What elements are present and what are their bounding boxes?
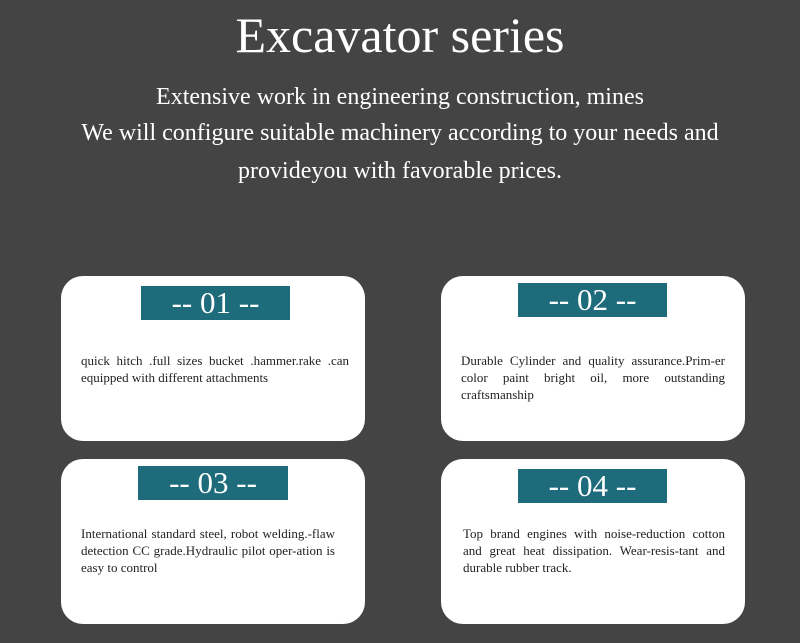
subtitle-line-1: Extensive work in engineering construction, mines: [156, 84, 644, 110]
card-number-badge: -- 04 --: [518, 469, 667, 503]
feature-card-02: [441, 276, 745, 441]
card-description: Top brand engines with noise-reduction cotton and great heat dissipation. Wear-resis-tant and durable rubber track.: [463, 526, 725, 575]
card-description: quick hitch .full sizes bucket .hammer.rake .can equipped with different attachments: [81, 353, 349, 385]
card-number-badge: -- 02 --: [518, 283, 667, 317]
feature-card-04: [441, 459, 745, 624]
feature-card-01: [61, 276, 365, 441]
card-description: International standard steel, robot welding.-flaw detection CC grade.Hydraulic pilot oper-ation is easy to control: [81, 526, 335, 575]
subtitle-line-3: provideyou with favorable prices.: [238, 158, 562, 184]
card-number-badge: -- 01 --: [141, 286, 290, 320]
card-number-badge: -- 03 --: [138, 466, 288, 500]
feature-card-03: [61, 459, 365, 624]
card-description: Durable Cylinder and quality assurance.Prim-er color paint bright oil, more outstanding craftsmanship: [461, 353, 725, 402]
subtitle-line-2: We will configure suitable machinery according to your needs and: [81, 120, 719, 146]
page-title: Excavator series: [235, 7, 565, 63]
